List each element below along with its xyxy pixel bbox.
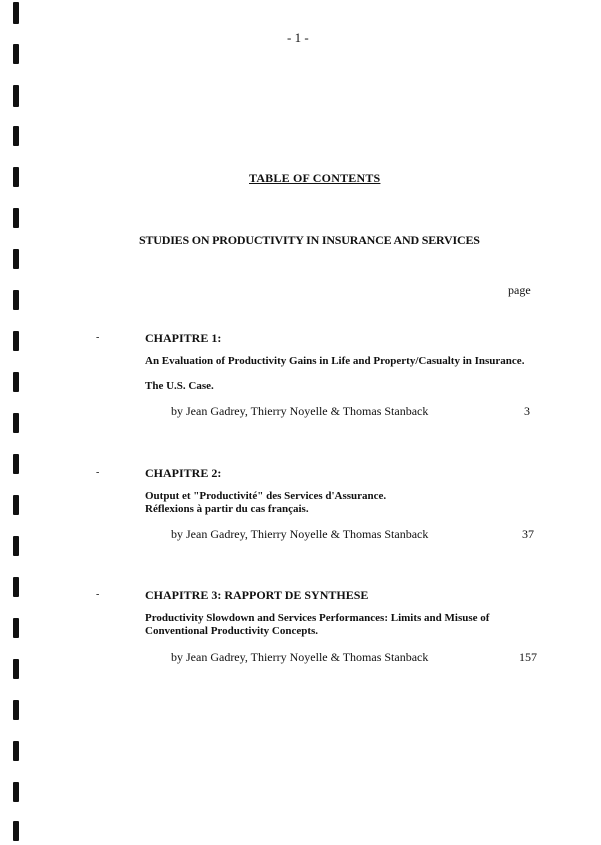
chapter-heading: CHAPITRE 3: RAPPORT DE SYNTHESE bbox=[145, 588, 369, 602]
binding-mark bbox=[13, 85, 19, 107]
binding-mark bbox=[13, 290, 19, 310]
binding-mark bbox=[13, 208, 19, 228]
binding-mark bbox=[13, 126, 19, 146]
binding-mark bbox=[13, 821, 19, 841]
chapter-page-number: 37 bbox=[522, 527, 534, 541]
chapter-page-number: 3 bbox=[524, 404, 530, 418]
binding-mark bbox=[13, 454, 19, 474]
binding-mark bbox=[13, 700, 19, 720]
chapter-heading: CHAPITRE 2: bbox=[145, 466, 222, 480]
document-title: STUDIES ON PRODUCTIVITY IN INSURANCE AND SERVICES bbox=[139, 233, 480, 247]
binding-mark bbox=[13, 2, 19, 24]
chapter-title-line: Output et "Productivité" des Services d'Assurance. bbox=[145, 490, 387, 502]
binding-mark bbox=[13, 495, 19, 515]
binding-mark bbox=[13, 618, 19, 638]
binding-mark bbox=[13, 577, 19, 597]
binding-mark bbox=[13, 413, 19, 433]
binding-mark bbox=[13, 782, 19, 802]
page-number: - 1 - bbox=[287, 30, 309, 45]
binding-mark bbox=[13, 44, 19, 64]
chapter-title-line: An Evaluation of Productivity Gains in Life and Property/Casualty in Insurance. bbox=[145, 355, 525, 367]
binding-mark bbox=[13, 659, 19, 679]
binding-mark bbox=[13, 167, 19, 187]
binding-mark bbox=[13, 536, 19, 556]
chapter-title-line: Productivity Slowdown and Services Performances: Limits and Misuse of Conventional Productivity Concepts. bbox=[145, 612, 490, 637]
page-column-label: page bbox=[508, 283, 531, 297]
toc-title: TABLE OF CONTENTS bbox=[249, 171, 381, 185]
chapter-heading: CHAPITRE 1: bbox=[145, 331, 222, 345]
chapter-title-line: The U.S. Case. bbox=[145, 380, 214, 392]
bullet-marker: - bbox=[96, 589, 100, 600]
chapter-authors: by Jean Gadrey, Thierry Noyelle & Thomas Stanback bbox=[171, 650, 429, 664]
binding-mark bbox=[13, 249, 19, 269]
bullet-marker: - bbox=[96, 467, 100, 478]
chapter-title-line: Réflexions à partir du cas français. bbox=[145, 503, 309, 515]
binding-mark bbox=[13, 741, 19, 761]
chapter-authors: by Jean Gadrey, Thierry Noyelle & Thomas Stanback bbox=[171, 527, 429, 541]
chapter-page-number: 157 bbox=[519, 650, 537, 664]
binding-mark bbox=[13, 372, 19, 392]
chapter-authors: by Jean Gadrey, Thierry Noyelle & Thomas Stanback bbox=[171, 404, 429, 418]
binding-mark bbox=[13, 331, 19, 351]
bullet-marker: - bbox=[96, 332, 100, 343]
